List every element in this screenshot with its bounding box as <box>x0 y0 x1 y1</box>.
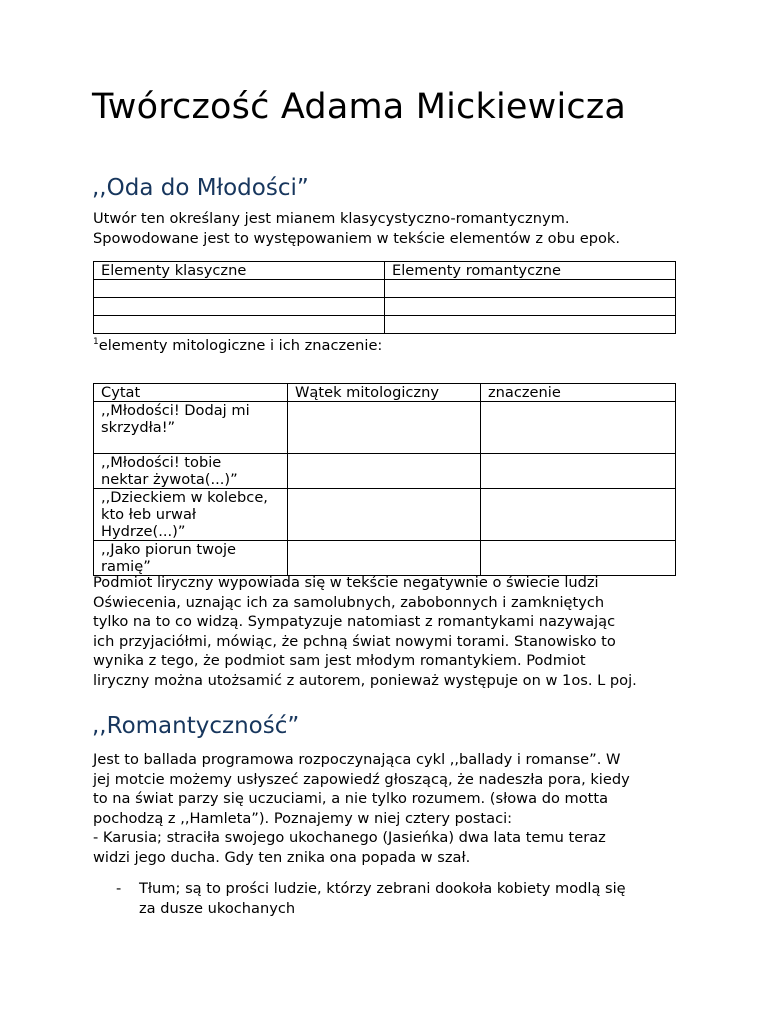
text-line: wynika z tego, że podmiot sam jest młodym romantykiem. Podmiot <box>93 652 586 670</box>
quote-line: ramię” <box>101 558 151 575</box>
document-title: Twórczość Adama Mickiewicza <box>92 87 627 127</box>
text-line: pochodzą z ,,Hamleta”). Poznajemy w niej cztery postaci: <box>93 809 513 827</box>
text-line: Spowodowane jest to występowaniem w tekście elementów z obu epok. <box>93 229 620 247</box>
table-row <box>94 280 676 298</box>
quote-line: skrzydła!” <box>101 419 176 436</box>
table-cell <box>481 454 676 489</box>
quote-line: kto łeb urwał <box>101 506 197 523</box>
table-header-cell: Wątek mitologiczny <box>288 384 481 402</box>
table-header-cell: Elementy romantyczne <box>385 262 676 280</box>
text-line: widzi jego ducha. Gdy ten znika ona popada w szał. <box>93 848 471 866</box>
text-line: za dusze ukochanych <box>139 899 296 917</box>
quote-line: ,,Młodości! tobie <box>101 454 222 471</box>
table-header-cell: Elementy klasyczne <box>94 262 385 280</box>
table-cell <box>94 280 385 298</box>
table-cell <box>288 489 481 541</box>
quote-cell <box>94 402 288 454</box>
table-row <box>94 298 676 316</box>
oda-intro-paragraph <box>93 209 683 248</box>
table-cell <box>385 316 676 334</box>
quote-line: nektar żywota(...)” <box>101 471 238 488</box>
table-cell <box>288 402 481 454</box>
text-line: - Karusia; straciła swojego ukochanego (Jasieńka) dwa lata temu teraz <box>93 829 606 847</box>
text-line: ich przyjaciółmi, mówiąc, że pchną świat nowymi torami. Stanowisko to <box>93 632 616 650</box>
bullet-item <box>139 879 679 918</box>
footnote-line <box>93 333 382 355</box>
table-cell <box>288 541 481 576</box>
table-cell <box>481 402 676 454</box>
table-cell <box>385 298 676 316</box>
quote-line: ,,Dzieckiem w kolebce, <box>101 489 268 506</box>
footnote-marker: 1 <box>93 337 99 347</box>
table-cell <box>481 541 676 576</box>
table-header-cell: Cytat <box>94 384 288 402</box>
quote-cell <box>94 454 288 489</box>
table-row <box>94 402 676 454</box>
table-row <box>94 541 676 576</box>
table-cell <box>481 489 676 541</box>
table-header-row <box>94 384 676 402</box>
table-row <box>94 454 676 489</box>
text-line: Podmiot liryczny wypowiada się w tekście negatywnie o świecie ludzi <box>93 574 599 591</box>
table-row <box>94 316 676 334</box>
quote-line: Hydrze(...)” <box>101 523 186 540</box>
text-line: Tłum; są to prości ludzie, którzy zebrani dookoła kobiety modlą się <box>139 880 626 897</box>
oda-analysis-paragraph <box>93 573 683 691</box>
section-heading-romantycznosc: ,,Romantyczność” <box>92 713 300 739</box>
text-line: liryczny można utożsamić z autorem, ponieważ występuje on w 1os. L poj. <box>93 671 637 689</box>
text-line: Jest to ballada programowa rozpoczynająca cykl ,,ballady i romanse”. W <box>93 751 621 768</box>
mythology-table <box>93 383 676 576</box>
text-line: Oświecenia, uznając ich za samolubnych, zabobonnych i zamkniętych <box>93 593 605 611</box>
text-line: to na świat parzy się uczuciami, a nie tylko rozumem. (słowa do motta <box>93 790 609 808</box>
table-cell <box>94 316 385 334</box>
text-line: jej motcie możemy usłyszeć zapowiedź głoszącą, że nadeszła pora, kiedy <box>93 770 630 788</box>
table-cell <box>385 280 676 298</box>
quote-line: ,,Jako piorun twoje <box>101 541 237 558</box>
romantycznosc-paragraph <box>93 750 683 868</box>
quote-cell <box>94 541 288 576</box>
elements-table <box>93 261 676 334</box>
table-header-row <box>94 262 676 280</box>
text-line: tylko na to co widzą. Sympatyzuje natomiast z romantykami nazywając <box>93 613 616 631</box>
text-line: Utwór ten określany jest mianem klasycystyczno-romantycznym. <box>93 210 570 227</box>
quote-cell <box>94 489 288 541</box>
bullet-marker: - <box>116 880 122 897</box>
table-row <box>94 489 676 541</box>
table-header-cell: znaczenie <box>481 384 676 402</box>
quote-line: ,,Młodości! Dodaj mi <box>101 402 250 419</box>
table-cell <box>288 454 481 489</box>
footnote-text: elementy mitologiczne i ich znaczenie: <box>98 337 383 354</box>
section-heading-oda: ,,Oda do Młodości” <box>92 175 309 201</box>
table-cell <box>94 298 385 316</box>
